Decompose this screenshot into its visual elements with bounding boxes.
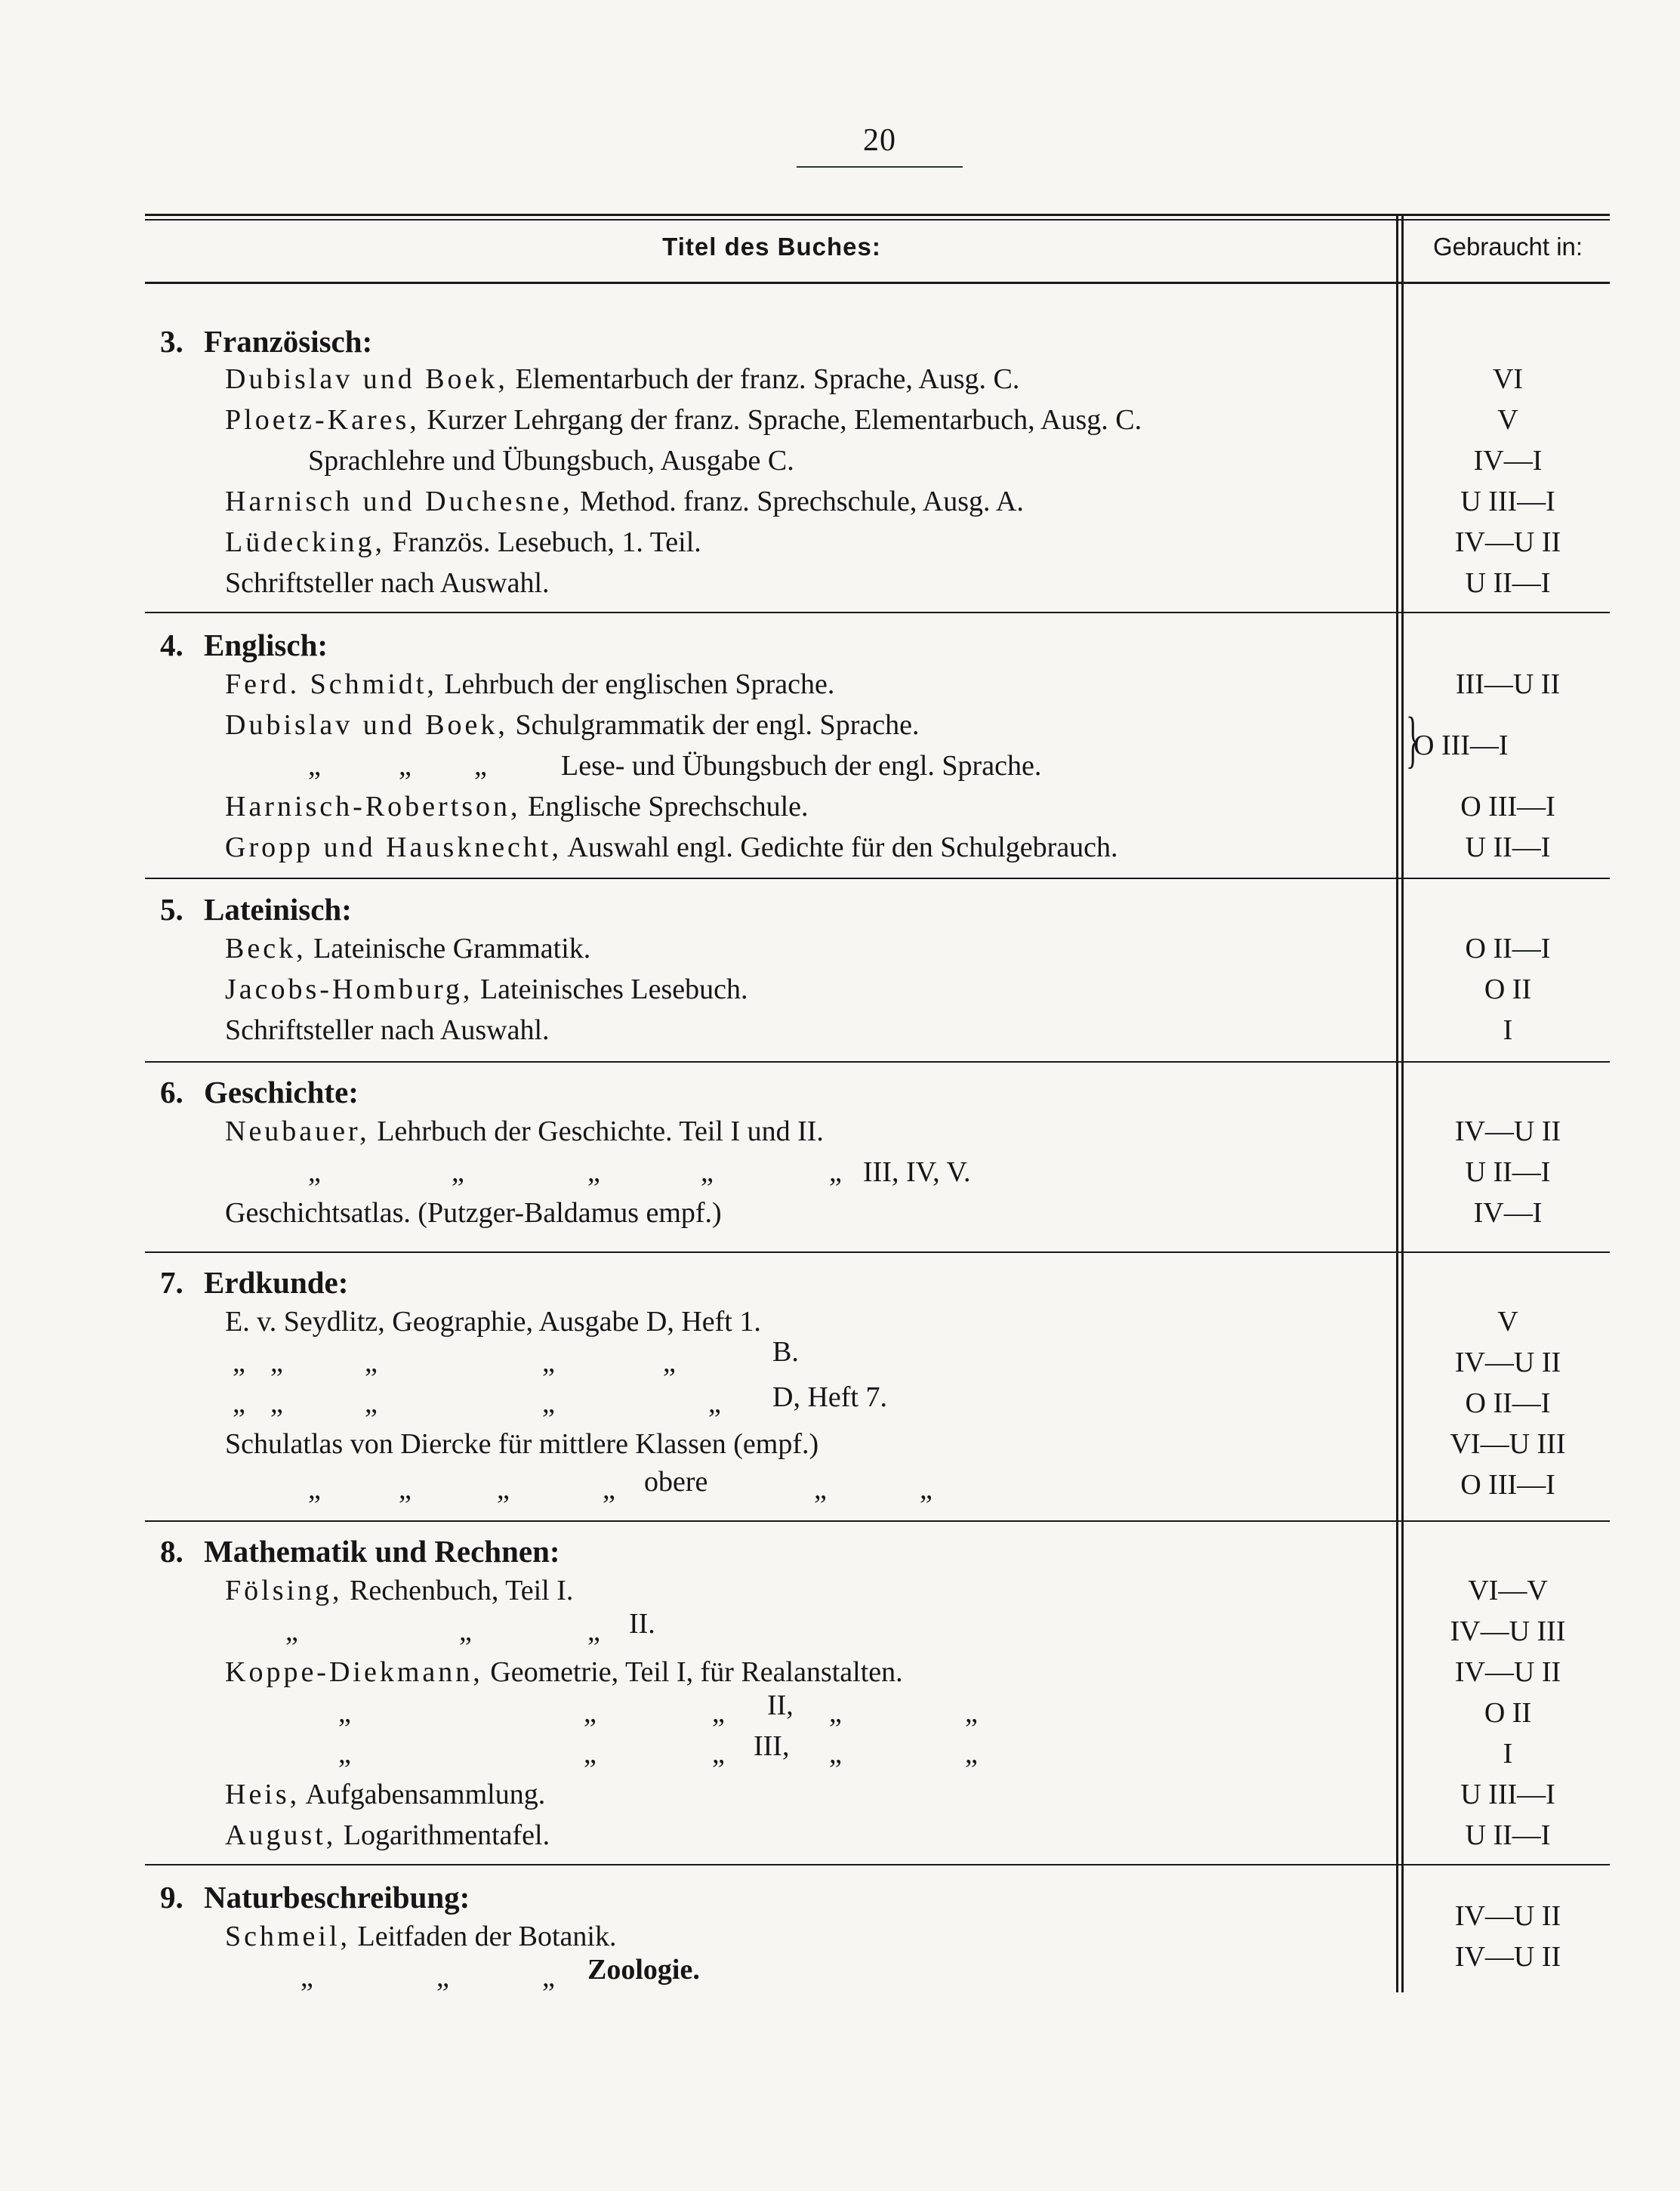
section-heading-erdkunde: 7. Erdkunde: bbox=[160, 1265, 349, 1300]
class-range: IV—U III bbox=[1450, 1615, 1566, 1647]
ditto-mark: „ bbox=[701, 1156, 714, 1188]
book-entry: Fölsing, Rechenbuch, Teil I. bbox=[225, 1575, 574, 1606]
ditto-mark: „ bbox=[233, 1387, 245, 1419]
ditto-mark: „ bbox=[270, 1347, 283, 1378]
book-entry: Schulatlas von Diercke für mittlere Klassen (empf.) bbox=[225, 1428, 819, 1460]
header-bottom-rule bbox=[145, 282, 1610, 284]
book-entry: Gropp und Hausknecht, Auswahl engl. Gedichte für den Schulgebrauch. bbox=[225, 832, 1118, 863]
ditto-mark: „ bbox=[233, 1347, 245, 1378]
ditto-mark: „ bbox=[285, 1615, 298, 1647]
section-divider bbox=[145, 612, 1610, 613]
class-range: O II—I bbox=[1465, 933, 1551, 964]
ditto-mark: „ bbox=[542, 1961, 555, 1993]
class-range: IV—U II bbox=[1454, 1900, 1561, 1932]
ditto-mark: „ bbox=[399, 1474, 412, 1505]
ditto-mark: „ bbox=[308, 1156, 321, 1188]
section-heading-franzoesisch: 3. Französisch: bbox=[160, 324, 373, 359]
section-heading-englisch: 4. Englisch: bbox=[160, 628, 328, 662]
book-entry: Beck, Lateinische Grammatik. bbox=[225, 933, 591, 964]
ditto-mark: „ bbox=[308, 1474, 321, 1505]
book-entry: Harnisch und Duchesne, Method. franz. Sprechschule, Ausg. A. bbox=[225, 486, 1024, 517]
class-range: U II—I bbox=[1465, 1156, 1551, 1188]
ditto-mark: „ bbox=[542, 1387, 555, 1419]
ditto-mark: „ bbox=[338, 1738, 351, 1770]
ditto-mark: „ bbox=[829, 1697, 842, 1729]
class-range: O II bbox=[1484, 974, 1532, 1005]
section-divider bbox=[145, 1864, 1610, 1865]
ditto-mark: „ bbox=[301, 1961, 313, 1993]
class-range: III—U II bbox=[1455, 668, 1561, 700]
brace-bracket: } bbox=[1406, 705, 1420, 775]
ditto-mark: „ bbox=[436, 1961, 449, 1993]
book-entry: Koppe-Diekmann, Geometrie, Teil I, für Realanstalten. bbox=[225, 1656, 903, 1688]
ditto-mark: „ bbox=[459, 1615, 472, 1647]
section-divider bbox=[145, 878, 1610, 879]
ditto-mark: „ bbox=[365, 1387, 378, 1419]
ditto-mark: „ bbox=[603, 1474, 615, 1505]
ditto-mark: „ bbox=[338, 1697, 351, 1729]
book-entry: Schriftsteller nach Auswahl. bbox=[225, 1014, 550, 1046]
class-range: IV—U II bbox=[1454, 1116, 1561, 1147]
class-range: I bbox=[1503, 1014, 1513, 1046]
class-range: O II bbox=[1484, 1697, 1532, 1729]
class-range: IV—U II bbox=[1454, 1941, 1561, 1973]
class-range: U II—I bbox=[1465, 1819, 1551, 1851]
class-range: VI—U III bbox=[1450, 1428, 1566, 1460]
ditto-mark: „ bbox=[587, 1615, 600, 1647]
class-range: VI—V bbox=[1468, 1575, 1548, 1606]
ditto-mark: „ bbox=[587, 1156, 600, 1188]
section-heading-mathematik: 8. Mathematik und Rechnen: bbox=[160, 1534, 560, 1569]
column-header-title: Titel des Buches: bbox=[662, 233, 881, 261]
section-heading-lateinisch: 5. Lateinisch: bbox=[160, 892, 352, 927]
book-entry: Lüdecking, Französ. Lesebuch, 1. Teil. bbox=[225, 526, 701, 558]
class-range: IV—U II bbox=[1454, 1656, 1561, 1688]
section-heading-geschichte: 6. Geschichte: bbox=[160, 1075, 359, 1109]
ditto-mark: „ bbox=[708, 1387, 721, 1419]
class-range: IV—I bbox=[1473, 445, 1543, 477]
book-entry: Schriftsteller nach Auswahl. bbox=[225, 567, 550, 599]
class-range: O II—I bbox=[1465, 1387, 1551, 1419]
ditto-mark: „ bbox=[399, 750, 412, 782]
ditto-mark: „ bbox=[270, 1387, 283, 1419]
book-entry: Sprachlehre und Übungsbuch, Ausgabe C. bbox=[308, 445, 794, 477]
book-entry: Geschichtsatlas. (Putzger-Baldamus empf.) bbox=[225, 1197, 722, 1229]
ditto-mark: „ bbox=[497, 1474, 510, 1505]
ditto-mark: „ bbox=[920, 1474, 932, 1505]
ditto-mark: „ bbox=[712, 1697, 725, 1729]
ditto-mark: „ bbox=[712, 1738, 725, 1770]
ditto-mark: „ bbox=[542, 1347, 555, 1378]
table-top-rule-inner bbox=[145, 219, 1610, 221]
column-divider bbox=[1396, 214, 1398, 1992]
ditto-mark: „ bbox=[965, 1738, 978, 1770]
class-range: U II—I bbox=[1465, 832, 1551, 863]
class-range: O III—I bbox=[1413, 730, 1509, 761]
book-entry: Schmeil, Leitfaden der Botanik. bbox=[225, 1921, 617, 1952]
book-entry: Neubauer, Lehrbuch der Geschichte. Teil I und II. bbox=[225, 1116, 824, 1147]
book-entry: Heis, Aufgabensammlung. bbox=[225, 1779, 546, 1810]
ditto-mark: „ bbox=[474, 750, 487, 782]
ditto-mark: „ bbox=[663, 1347, 676, 1378]
ditto-mark: „ bbox=[308, 750, 321, 782]
column-divider-inner bbox=[1401, 214, 1404, 1992]
book-entry: Ploetz-Kares, Kurzer Lehrgang der franz. Sprache, Elementarbuch, Ausg. C. bbox=[225, 404, 1142, 436]
ditto-mark: „ bbox=[829, 1156, 842, 1188]
ditto-mark: „ bbox=[584, 1697, 596, 1729]
class-range: IV—U II bbox=[1454, 1347, 1561, 1378]
book-entry: Dubislav und Boek, Elementarbuch der franz. Sprache, Ausg. C. bbox=[225, 363, 1020, 395]
class-range: U III—I bbox=[1460, 486, 1555, 517]
column-header-used-in: Gebraucht in: bbox=[1432, 233, 1583, 261]
section-divider bbox=[145, 1251, 1610, 1253]
ditto-mark: „ bbox=[584, 1738, 596, 1770]
class-range: U II—I bbox=[1465, 567, 1551, 599]
book-entry: Ferd. Schmidt, Lehrbuch der englischen Sprache. bbox=[225, 668, 835, 700]
book-entry: Harnisch-Robertson, Englische Sprechschule. bbox=[225, 791, 809, 822]
class-range: O III—I bbox=[1460, 791, 1555, 822]
page-number: 20 bbox=[863, 123, 896, 158]
ditto-mark: „ bbox=[452, 1156, 464, 1188]
book-entry: E. v. Seydlitz, Geographie, Ausgabe D, Heft 1. bbox=[225, 1306, 761, 1338]
table-top-rule bbox=[145, 214, 1610, 216]
class-range: IV—I bbox=[1473, 1197, 1543, 1229]
book-entry: Dubislav und Boek, Schulgrammatik der engl. Sprache. bbox=[225, 709, 920, 741]
ditto-mark: „ bbox=[365, 1347, 378, 1378]
book-entry: August, Logarithmentafel. bbox=[225, 1819, 550, 1851]
class-range: VI bbox=[1492, 363, 1524, 395]
class-range: O III—I bbox=[1460, 1469, 1555, 1501]
section-divider bbox=[145, 1520, 1610, 1522]
class-range: I bbox=[1503, 1738, 1513, 1770]
ditto-mark: „ bbox=[965, 1697, 978, 1729]
class-range: V bbox=[1497, 1306, 1518, 1338]
class-range: U III—I bbox=[1460, 1779, 1555, 1810]
class-range: IV—U II bbox=[1454, 526, 1561, 558]
book-entry: Jacobs-Homburg, Lateinisches Lesebuch. bbox=[225, 974, 748, 1005]
class-range: V bbox=[1497, 404, 1518, 436]
section-heading-naturbeschreibung: 9. Naturbeschreibung: bbox=[160, 1880, 470, 1915]
ditto-mark: „ bbox=[829, 1738, 842, 1770]
section-divider bbox=[145, 1061, 1610, 1063]
page-number-underline bbox=[797, 166, 963, 168]
ditto-mark: „ bbox=[814, 1474, 827, 1505]
